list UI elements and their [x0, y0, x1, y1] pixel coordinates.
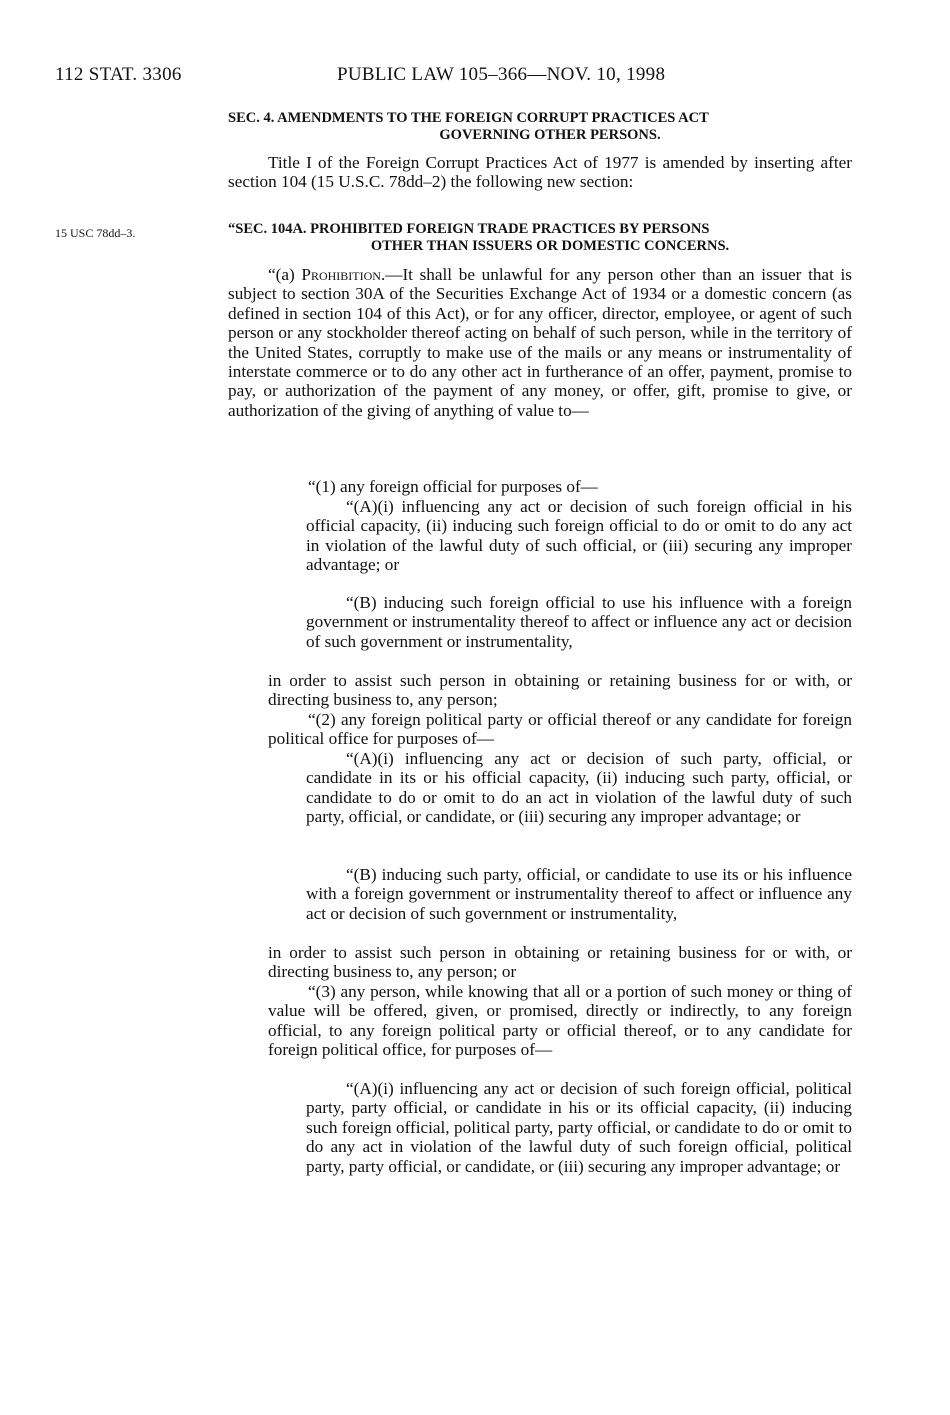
paragraph-1-A: “(A)(i) influencing any act or decision of such foreign official in his official capacity, (ii) inducing such foreign official to do or omit to do any act in violation of the lawful duty of such official, or (iii) securing any improper advantage; or	[306, 497, 852, 575]
section-4-heading	[228, 110, 852, 144]
paragraph-2-B: “(B) inducing such party, official, or candidate to use its or his influence with a foreign government or instrumentality thereof to affect or influence any act or decision of such government or instrumentality,	[306, 865, 852, 923]
paragraph-1: “(1) any foreign official for purposes of—	[308, 477, 598, 496]
section-4-heading-line2: GOVERNING OTHER PERSONS.	[439, 127, 661, 143]
statute-page-number: 112 STAT. 3306	[55, 64, 182, 85]
paragraph-1-B: “(B) inducing such foreign official to use his influence with a foreign government or instrumentality thereof to affect or influence any act or decision of such government or instrumentality,	[306, 593, 852, 651]
subsection-a-caption: Prohibition	[301, 265, 381, 284]
paragraph-1-tail: in order to assist such person in obtaining or retaining business for or with, or directing business to, any person;	[268, 671, 852, 710]
subsection-a-label: “(a)	[268, 265, 302, 284]
section-104a-heading-line2: OTHER THAN ISSUERS OR DOMESTIC CONCERNS.	[370, 238, 730, 254]
paragraph-2: “(2) any foreign political party or official thereof or any candidate for foreign political office for purposes of—	[268, 710, 852, 749]
section-4-intro: Title I of the Foreign Corrupt Practices Act of 1977 is amended by inserting after section 104 (15 U.S.C. 78dd–2) the following new section:	[228, 153, 852, 192]
paragraph-3-A: “(A)(i) influencing any act or decision of such foreign official, political party, party official, or candidate in his or its official capacity, (ii) inducing such foreign official, political party, party official, or candidate to do or omit to do any act in violation of the lawful duty of such foreign official, political party, party official, or candidate, or (iii) securing any improper advantage; or	[306, 1079, 852, 1176]
public-law-citation: PUBLIC LAW 105–366—NOV. 10, 1998	[337, 64, 666, 85]
section-104a-heading-line1: “SEC. 104A. PROHIBITED FOREIGN TRADE PRACTICES BY PERSONS	[228, 221, 710, 237]
section-104a-heading	[228, 221, 852, 255]
subsection-a	[228, 265, 852, 420]
paragraph-2-tail: in order to assist such person in obtaining or retaining business for or with, or directing business to, any person; or	[268, 943, 852, 982]
margin-note: 15 USC 78dd–3.	[55, 226, 136, 240]
paragraph-2-A: “(A)(i) influencing any act or decision of such party, official, or candidate in its or his official capacity, (ii) inducing such party, official, or candidate to do or omit to do an act in violation of the lawful duty of such party, official, or candidate, or (iii) securing any improper advantage; or	[306, 749, 852, 827]
section-4-heading-line1: SEC. 4. AMENDMENTS TO THE FOREIGN CORRUPT PRACTICES ACT	[228, 110, 709, 126]
paragraph-3: “(3) any person, while knowing that all or a portion of such money or thing of value will be offered, given, or promised, directly or indirectly, to any foreign official, to any foreign political party or official thereof, or to any candidate for foreign political office, for purposes of—	[268, 982, 852, 1060]
subsection-a-text: .—It shall be unlawful for any person other than an issuer that is subject to section 30A of the Securities Exchange Act of 1934 or a domestic concern (as defined in section 104 of this Act), or for any officer, director, employee, or agent of such person or any stockholder thereof acting on behalf of such person, while in the territory of the United States, corruptly to make use of the mails or any means or instrumentality of interstate commerce or to do any other act in furtherance of an offer, payment, promise to pay, or authorization of the payment of any money, or offer, gift, promise to give, or authorization of the giving of anything of value to—	[228, 265, 852, 420]
